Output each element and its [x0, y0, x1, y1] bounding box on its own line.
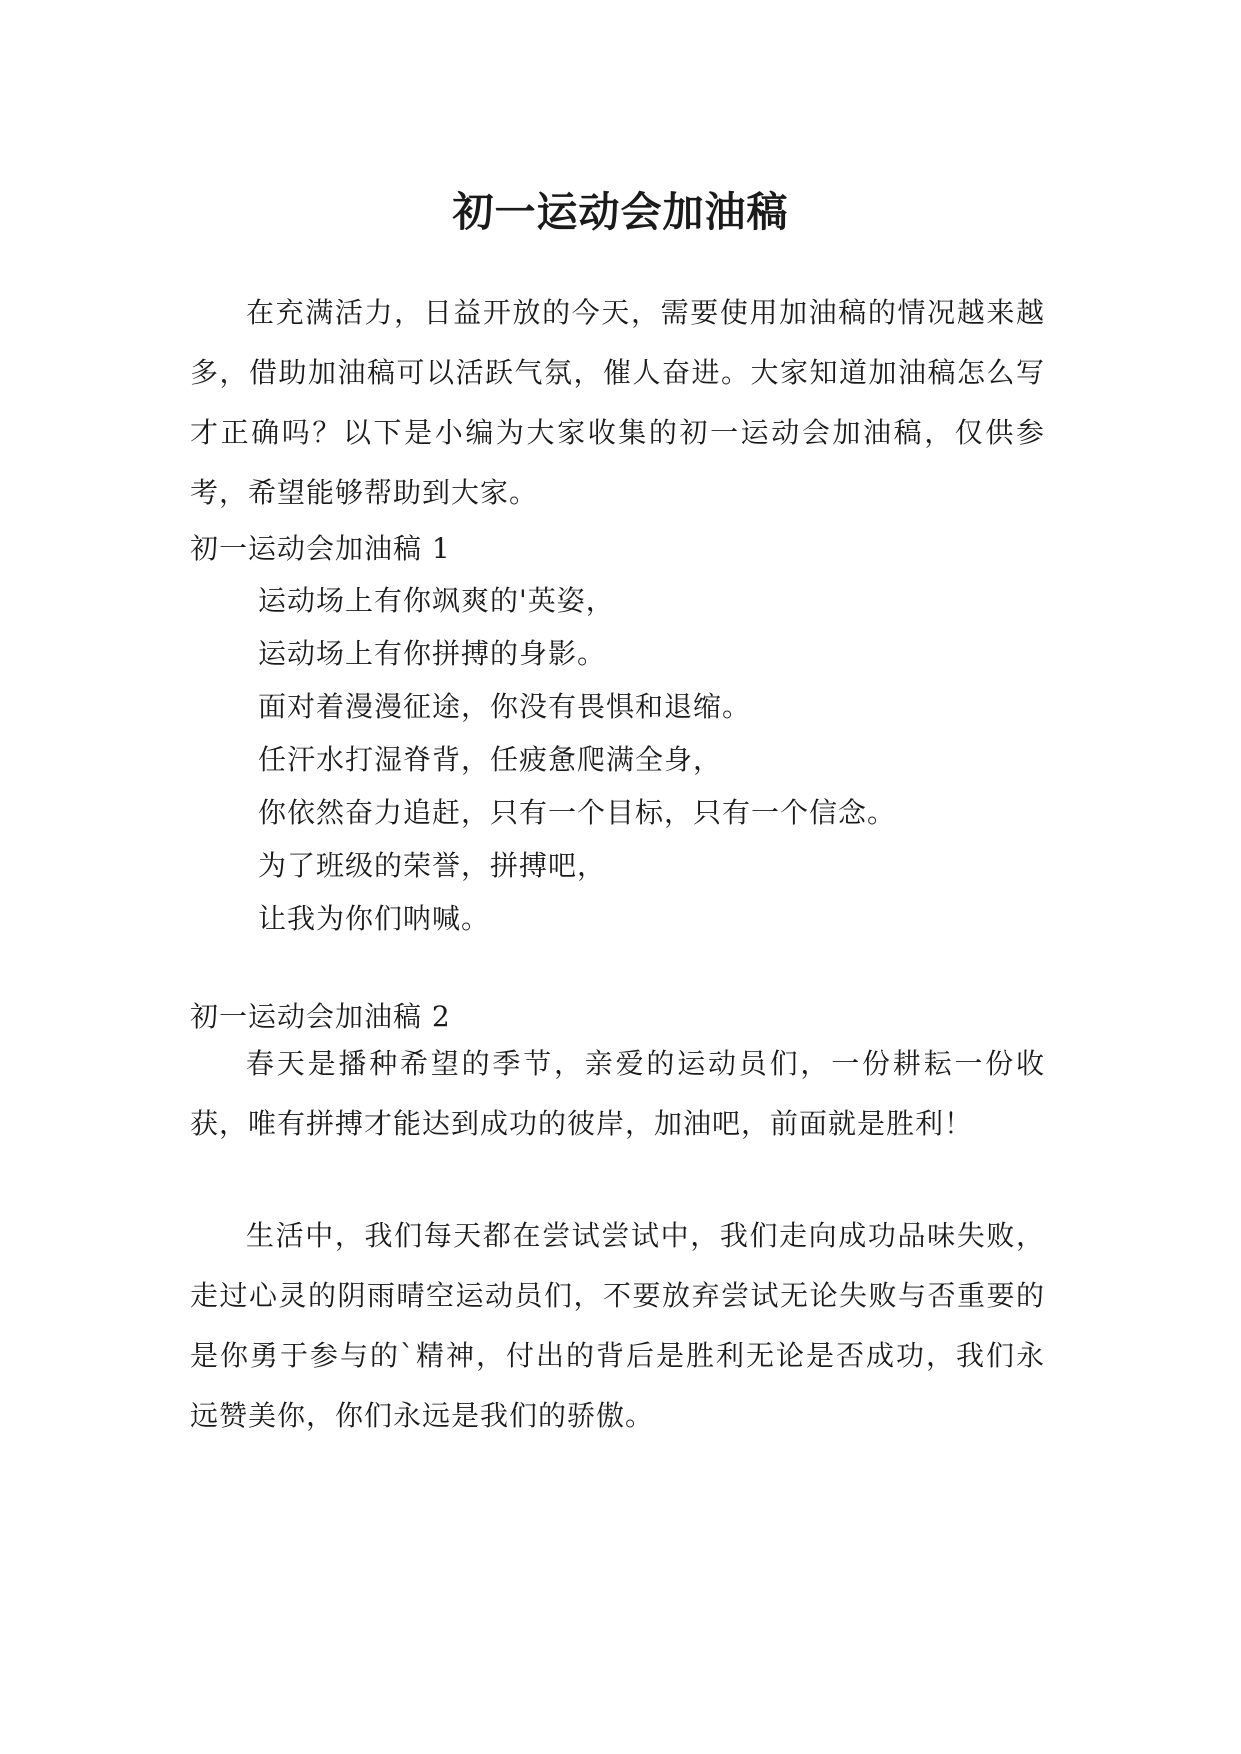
section-2-paragraph-1: 春天是播种希望的季节，亲爱的运动员们，一份耕耘一份收获，唯有拼搏才能达到成功的彼岸，加油吧，前面就是胜利！ — [190, 1047, 1045, 1140]
section-2-paragraph-2: 生活中，我们每天都在尝试尝试中，我们走向成功品味失败，走过心灵的阴雨晴空运动员们，不要放弃尝试无论失败与否重要的是你勇于参与的`精神，付出的背后是胜利无论是否成功，我们永远赞美你，你们永远是我们的骄傲。 — [190, 1219, 1045, 1432]
verse-line: 运动场上有你飒爽的'英姿， — [258, 584, 615, 617]
intro-paragraph: 在充满活力，日益开放的今天，需要使用加油稿的情况越来越多，借助加油稿可以活跃气氛，催人奋进。大家知道加油稿怎么写才正确吗？以下是小编为大家收集的初一运动会加油稿，仅供参考，希望能够帮助到大家。 — [190, 296, 1045, 509]
verse-line: 任汗水打湿脊背，任疲惫爬满全身， — [258, 743, 723, 776]
verse-line: 面对着漫漫征途，你没有畏惧和退缩。 — [258, 690, 752, 723]
verse-line: 为了班级的荣誉，拼搏吧， — [258, 849, 607, 882]
section-heading-2: 初一运动会加油稿 2 — [190, 1000, 451, 1033]
verse-line: 你依然奋力追赶，只有一个目标，只有一个信念。 — [258, 796, 897, 829]
section-heading-1: 初一运动会加油稿 1 — [190, 532, 451, 565]
verse-line: 让我为你们呐喊。 — [258, 902, 491, 935]
page-title: 初一运动会加油稿 — [452, 188, 789, 237]
verse-line: 运动场上有你拼搏的身影。 — [258, 637, 607, 670]
